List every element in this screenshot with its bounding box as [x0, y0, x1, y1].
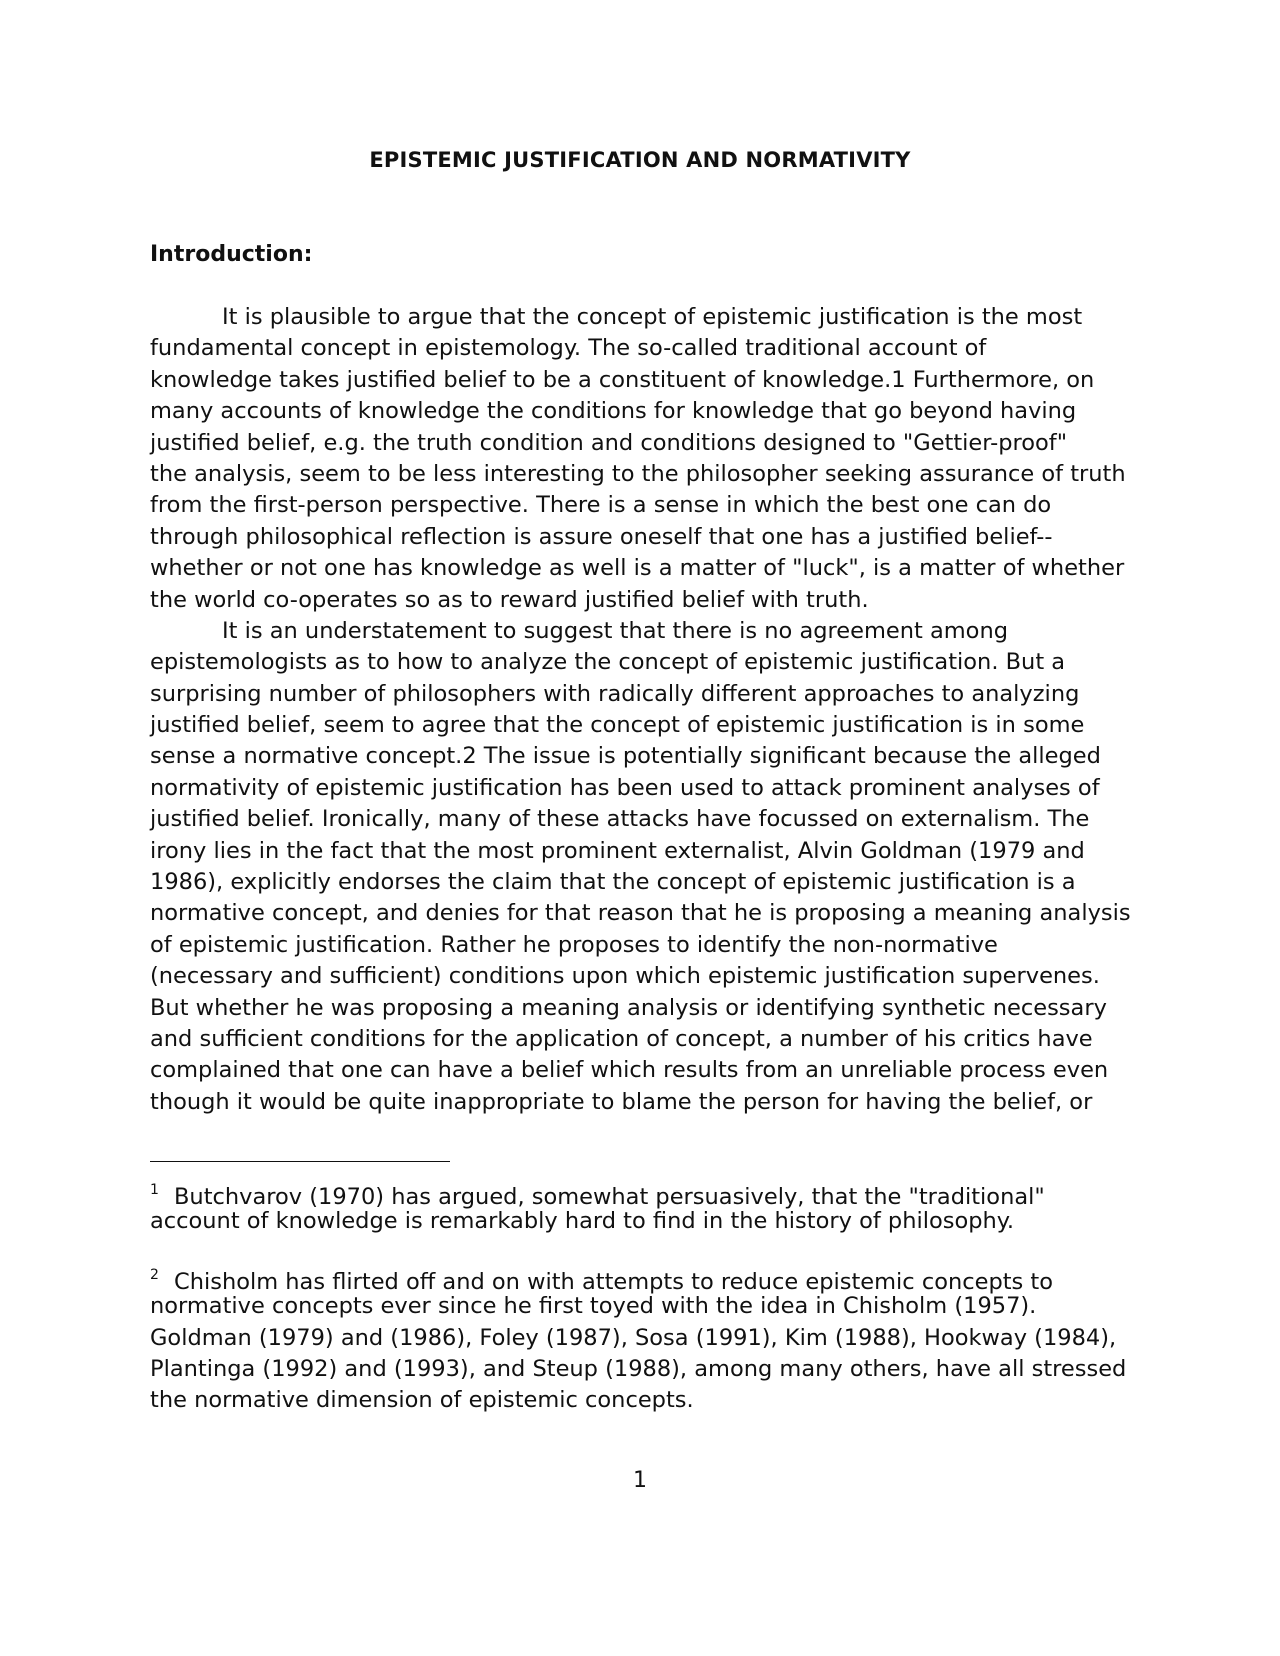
text-line: knowledge takes justified belief to be a constituent of knowledge.1 Furthermore, on — [150, 366, 1095, 393]
footnote-text: Butchvarov (1970) has argued, somewhat persuasively, that the "traditional" — [174, 1184, 1045, 1210]
footnote-line: normative concepts ever since he first toyed with the idea in Chisholm (1957). — [150, 1293, 1037, 1320]
footnote-separator — [150, 1161, 450, 1162]
text-line: normative concept, and denies for that reason that he is proposing a meaning analysis — [150, 900, 1131, 927]
footnote-marker: 2 — [150, 1266, 159, 1283]
text-line: 1986), explicitly endorses the claim that the concept of epistemic justification is a — [150, 869, 1076, 896]
footnotes — [150, 1175, 1130, 1439]
text-line: of epistemic justification. Rather he proposes to identify the non-normative — [150, 931, 998, 958]
text-line: the world co-operates so as to reward justified belief with truth. — [150, 586, 869, 613]
text-line: complained that one can have a belief which results from an unreliable process even — [150, 1057, 1109, 1084]
text-line: justified belief, e.g. the truth condition and conditions designed to "Gettier-proof" — [150, 429, 1068, 456]
text-line: normativity of epistemic justification has been used to attack prominent analyses of — [150, 774, 1100, 801]
text-line: the analysis, seem to be less interesting to the philosopher seeking assurance of truth — [150, 460, 1126, 487]
footnote-line — [150, 1175, 1130, 1210]
text-line: But whether he was proposing a meaning analysis or identifying synthetic necessary — [150, 994, 1107, 1021]
body-text — [150, 302, 1130, 1118]
footnote-line: Goldman (1979) and (1986), Foley (1987), Sosa (1991), Kim (1988), Hookway (1984), — [150, 1324, 1117, 1351]
footnote-marker: 1 — [150, 1182, 159, 1198]
text-line: sense a normative concept.2 The issue is potentially significant because the alleged — [150, 743, 1101, 770]
document-title: EPISTEMIC JUSTIFICATION AND NORMATIVITY — [369, 148, 911, 172]
text-line: from the first-person perspective. There is a sense in which the best one can do — [150, 492, 1052, 519]
text-line: justified belief, seem to agree that the concept of epistemic justification is in some — [150, 712, 1085, 739]
footnote-line: the normative dimension of epistemic concepts. — [150, 1387, 694, 1414]
text-line: though it would be quite inappropriate to blame the person for having the belief, or — [150, 1088, 1093, 1115]
text-line: It is an understatement to suggest that there is no agreement among — [222, 617, 1008, 644]
footnote-line: Plantinga (1992) and (1993), and Steup (1988), among many others, have all stressed — [150, 1355, 1127, 1382]
text-line: fundamental concept in epistemology. The so-called traditional account of — [150, 335, 987, 362]
text-line: and sufficient conditions for the application of concept, a number of his critics have — [150, 1025, 1093, 1052]
footnote-2 — [150, 1260, 1130, 1417]
footnote-1 — [150, 1175, 1130, 1238]
text-line: justified belief. Ironically, many of these attacks have focussed on externalism. The — [150, 806, 1090, 833]
text-line: It is plausible to argue that the concept of epistemic justification is the most — [222, 304, 1083, 330]
paragraph-1 — [150, 302, 1130, 616]
text-line: many accounts of knowledge the conditions for knowledge that go beyond having — [150, 398, 1077, 425]
text-line: irony lies in the fact that the most prominent externalist, Alvin Goldman (1979 and — [150, 837, 1085, 864]
text-line: epistemologists as to how to analyze the concept of epistemic justification. But a — [150, 649, 1066, 676]
text-line: (necessary and sufficient) conditions upon which epistemic justification supervenes. — [150, 963, 1100, 990]
text-line: through philosophical reflection is assure oneself that one has a justified belief-- — [150, 523, 1053, 550]
text-line: whether or not one has knowledge as well is a matter of "luck", is a matter of whether — [150, 555, 1125, 582]
page-number: 1 — [633, 1468, 647, 1493]
footnote-line: account of knowledge is remarkably hard to find in the history of philosophy. — [150, 1208, 1015, 1235]
footnote-text: Chisholm has flirted off and on with attempts to reduce epistemic concepts to — [174, 1268, 1054, 1295]
paragraph-2 — [150, 616, 1130, 1118]
footnote-line — [150, 1260, 1130, 1295]
section-heading: Introduction: — [150, 242, 313, 267]
text-line: surprising number of philosophers with radically different approaches to analyzing — [150, 680, 1080, 707]
